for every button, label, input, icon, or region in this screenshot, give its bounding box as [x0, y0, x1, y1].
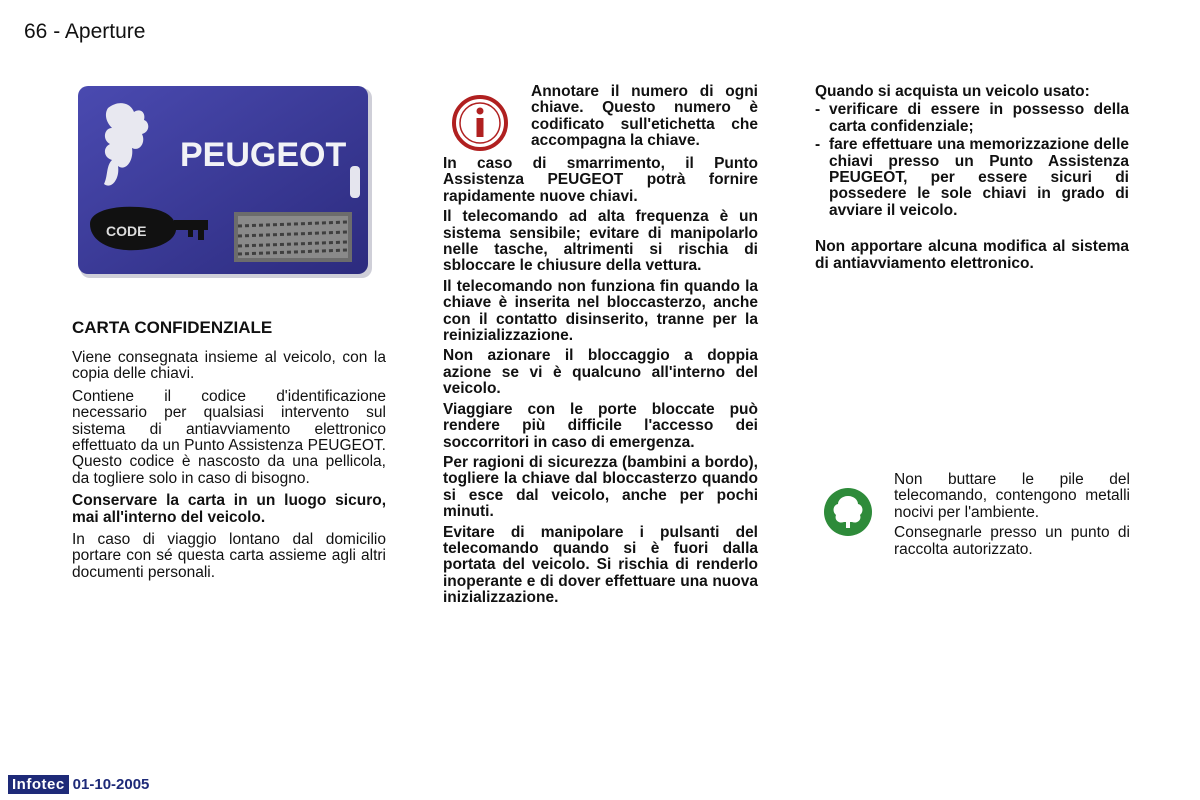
paragraph-bold: Conservare la carta in un luogo sicuro, mai all'interno del veicolo. — [72, 492, 386, 526]
checklist — [815, 102, 1129, 219]
warning-paragraph: Non apportare alcuna modifica al sistema di antiavviamento elettronico. — [815, 238, 1129, 272]
paragraph: In caso di smarrimento, il Punto Assistenza PEUGEOT potrà fornire rapidamente nuove chiavi. — [443, 155, 758, 205]
list-dash: - — [815, 136, 821, 154]
section-heading: CARTA CONFIDENZIALE — [72, 318, 273, 337]
paragraph: Contiene il codice d'identificazione necessario per qualsiasi intervento sul sistema di antiavviamento elettronico effettuato da un Punto Assistenza PEUGEOT. Questo codice è nascosto da una pellicola, da togliere solo in caso di bisogno. — [72, 387, 386, 487]
paragraph: Il telecomando ad alta frequenza è un sistema sensibile; evitare di manipolarlo nelle tasche, altrimenti si rischia di sbloccare le chiusure della vettura. — [443, 208, 758, 275]
confidential-card-image — [78, 86, 374, 280]
tree-icon — [822, 486, 874, 538]
list-item — [815, 102, 1129, 135]
paragraph: Non azionare il bloccaggio a doppia azione se vi è qualcuno all'interno del veicolo. — [443, 347, 758, 398]
column-used-vehicle — [815, 84, 1129, 272]
paragraph: Viaggiare con le porte bloccate può rendere più difficile l'accesso dei soccorritori in caso di emergenza. — [443, 400, 758, 451]
list-item-text: verificare di essere in possesso della carta confidenziale; — [829, 101, 1129, 135]
footer-brand-logo: Infotec — [8, 775, 69, 794]
footer — [8, 775, 149, 794]
info-note-text: Annotare il numero di ogni chiave. Questo numero è codificato sull'etichetta che accompagna la chiave. — [531, 83, 758, 150]
page-number: 66 — [24, 20, 48, 43]
paragraph: Quando si acquista un veicolo usato: — [815, 83, 1090, 100]
paragraph: Non buttare le pile del telecomando, contengono metalli nocivi per l'ambiente. — [894, 471, 1130, 521]
paragraph: Viene consegnata insieme al veicolo, con la copia delle chiavi. — [72, 349, 386, 383]
paragraph: Per ragioni di sicurezza (bambini a bordo), togliere la chiave dal bloccasterzo quando si esce dal veicolo, anche per pochi minuti. — [443, 453, 758, 521]
section-title: Aperture — [64, 20, 146, 43]
info-note — [443, 84, 758, 152]
list-dash: - — [815, 101, 821, 119]
paragraph: Il telecomando non funziona fin quando la chiave è inserita nel bloccasterzo, anche con il contatto disinserito, tranne per la reinizializzazione. — [443, 277, 758, 345]
list-item-text: fare effettuare una memorizzazione delle chiavi presso un Punto Assistenza PEUGEOT, per essere sicuri di possedere le sole chiavi in grado di avviare il veicolo. — [829, 136, 1129, 219]
environment-note — [822, 472, 1130, 562]
paragraph: Consegnarle presso un punto di raccolta autorizzato. — [894, 524, 1130, 558]
paragraph: In caso di viaggio lontano dal domicilio portare con sé questa carta assieme agli altri documenti personali. — [72, 531, 386, 581]
card-brand-text: PEUGEOT — [180, 136, 347, 174]
key-code-label: CODE — [106, 223, 147, 239]
column-confidential-card — [72, 318, 386, 587]
footer-date: 01-10-2005 — [72, 776, 150, 793]
code-scratch-panel — [234, 212, 352, 262]
list-item — [815, 137, 1129, 219]
header-separator: - — [53, 20, 61, 43]
paragraph: Evitare di manipolare i pulsanti del telecomando quando si è fuori dalla portata del veicolo. Si rischia di renderlo inoperante e di dover effettuare una nuova inizializzazione. — [443, 523, 758, 607]
page-header — [24, 20, 145, 44]
column-remote-key-notes — [443, 84, 758, 611]
info-icon — [451, 94, 509, 152]
